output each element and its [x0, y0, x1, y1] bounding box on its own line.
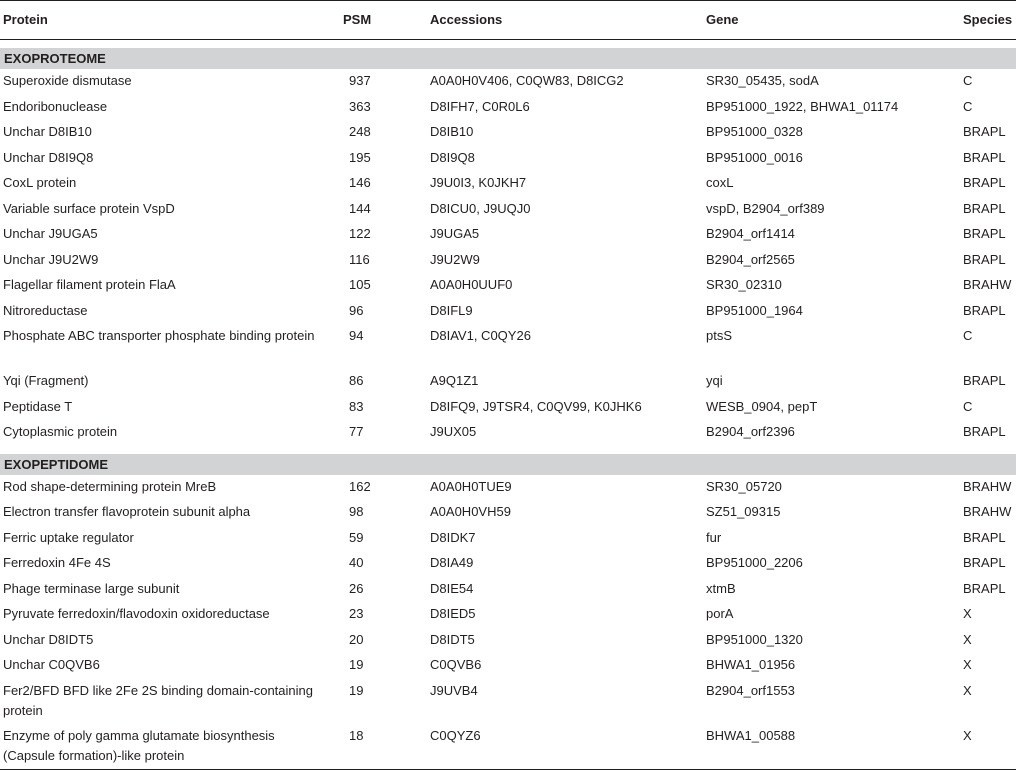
cell-gene: SR30_02310	[706, 277, 782, 292]
cell-accessions: D8IB10	[430, 124, 474, 139]
table-row	[0, 273, 1016, 299]
header-species: Species	[960, 1, 1016, 40]
cell-psm: 86	[349, 373, 364, 388]
cell-psm: 83	[349, 398, 364, 414]
cell-protein: Unchar D8I9Q8	[3, 149, 94, 165]
cell-psm: 105	[349, 277, 371, 292]
cell-protein: Unchar C0QVB6	[3, 657, 100, 672]
cell-protein: Unchar J9U2W9	[3, 251, 99, 267]
cell-protein: Flagellar filament protein FlaA	[3, 277, 176, 292]
cell-protein: Phage terminase large subunit	[3, 580, 180, 596]
table-row	[0, 171, 1016, 197]
cell-accessions: D8IFL9	[430, 302, 473, 318]
cell-gene: WESB_0904, pepT	[706, 398, 818, 414]
cell-accessions: A0A0H0VH59	[430, 504, 511, 519]
table-row	[0, 120, 1016, 146]
cell-psm: 363	[349, 98, 371, 114]
table-row	[0, 146, 1016, 172]
cell-protein: Ferric uptake regulator	[3, 529, 134, 545]
cell-psm: 146	[349, 175, 371, 190]
table-row	[0, 679, 1016, 724]
cell-gene: SZ51_09315	[706, 504, 781, 519]
cell-accessions: A9Q1Z1	[430, 373, 479, 388]
cell-protein: Electron transfer flavoprotein subunit alpha	[3, 504, 251, 519]
cell-protein: Pyruvate ferredoxin/flavodoxin oxidoreductase	[3, 606, 270, 621]
cell-gene: BP951000_0328	[706, 124, 803, 139]
cell-psm: 18	[330, 724, 427, 770]
cell-protein: Unchar D8IDT5	[3, 631, 94, 647]
cell-species: BRAPL	[963, 529, 1006, 545]
table-row	[0, 724, 1016, 770]
cell-protein: Yqi (Fragment)	[3, 373, 89, 388]
table-row	[0, 653, 1016, 679]
cell-gene: BP951000_1320	[706, 631, 803, 647]
cell-protein: Ferredoxin 4Fe 4S	[3, 555, 111, 570]
cell-psm: 40	[349, 555, 364, 570]
cell-gene: yqi	[706, 373, 723, 388]
cell-species: BRAHW	[963, 277, 1012, 292]
cell-gene: BHWA1_01956	[706, 657, 796, 672]
cell-psm: 20	[349, 631, 364, 647]
cell-accessions: A0A0H0V406, C0QW83, D8ICG2	[430, 73, 624, 88]
cell-psm: 26	[349, 580, 364, 596]
cell-gene: B2904_orf1414	[706, 226, 795, 241]
cell-accessions: D8I9Q8	[430, 149, 475, 165]
table-row	[0, 602, 1016, 628]
cell-accessions: D8ICU0, J9UQJ0	[430, 200, 531, 216]
cell-gene: SR30_05720	[706, 478, 782, 494]
cell-species: BRAPL	[963, 200, 1006, 216]
cell-accessions: D8IDT5	[430, 631, 475, 647]
cell-protein: Unchar J9UGA5	[3, 226, 98, 241]
cell-species: BRAPL	[963, 373, 1006, 388]
cell-accessions: D8IED5	[430, 606, 476, 621]
cell-psm: 98	[349, 504, 364, 519]
table-row	[0, 475, 1016, 501]
cell-species: C	[963, 398, 973, 414]
spacer-row	[0, 446, 1016, 454]
table-row	[0, 628, 1016, 654]
table-row	[0, 420, 1016, 446]
cell-accessions: D8IFH7, C0R0L6	[430, 98, 530, 114]
cell-psm: 162	[349, 478, 371, 494]
table-row	[0, 526, 1016, 552]
section-title: EXOPEPTIDOME	[0, 454, 1016, 475]
cell-protein: Superoxide dismutase	[3, 73, 132, 88]
cell-species: C	[963, 328, 973, 343]
header-psm: PSM	[330, 1, 427, 40]
cell-protein: Variable surface protein VspD	[3, 200, 175, 216]
cell-gene: BP951000_0016	[706, 149, 803, 165]
table-row	[0, 69, 1016, 95]
cell-protein: Phosphate ABC transporter phosphate binding protein	[3, 328, 315, 343]
cell-psm: 116	[349, 251, 370, 267]
header-protein: Protein	[0, 1, 330, 40]
cell-protein: CoxL protein	[3, 175, 77, 190]
cell-accessions: A0A0H0TUE9	[430, 478, 512, 494]
cell-species: C	[963, 73, 973, 88]
cell-gene: BP951000_1964	[706, 302, 803, 318]
cell-psm: 19	[349, 682, 364, 698]
cell-psm: 937	[349, 73, 371, 88]
cell-species: C	[963, 98, 973, 114]
cell-gene: fur	[706, 529, 722, 545]
cell-protein: Cytoplasmic protein	[3, 424, 118, 439]
table-body	[0, 40, 1016, 770]
cell-protein: Peptidase T	[3, 398, 73, 414]
table-row	[0, 248, 1016, 274]
cell-species: BRAPL	[963, 251, 1006, 267]
table-row	[0, 395, 1016, 421]
table-row	[0, 95, 1016, 121]
cell-accessions: D8IE54	[430, 580, 474, 596]
table-row	[0, 222, 1016, 248]
section-header-exoproteome	[0, 48, 1016, 69]
spacer-row	[0, 40, 1016, 49]
section-header-exopeptidome	[0, 454, 1016, 475]
cell-psm: 77	[349, 424, 364, 439]
table-row	[0, 299, 1016, 325]
cell-gene: B2904_orf2396	[706, 424, 795, 439]
cell-species: BRAHW	[963, 478, 1012, 494]
cell-protein: Enzyme of poly gamma glutamate biosynthesis (Capsule formation)-like protein	[0, 724, 330, 770]
cell-gene: ptsS	[706, 328, 733, 343]
cell-gene: B2904_orf2565	[706, 251, 795, 267]
cell-species: BRAPL	[963, 149, 1006, 165]
cell-gene: porA	[706, 606, 734, 621]
cell-psm: 19	[349, 657, 364, 672]
cell-gene: BP951000_1922, BHWA1_01174	[706, 98, 899, 114]
cell-species: BRAPL	[963, 580, 1006, 596]
cell-gene: B2904_orf1553	[706, 682, 795, 698]
cell-psm: 195	[349, 149, 371, 165]
cell-accessions: C0QVB6	[430, 657, 482, 672]
cell-gene: SR30_05435, sodA	[706, 73, 819, 88]
cell-species: BRAPL	[963, 124, 1006, 139]
cell-accessions: D8IA49	[430, 555, 474, 570]
header-row	[0, 1, 1016, 40]
cell-protein: Rod shape-determining protein MreB	[3, 478, 217, 494]
section-title: EXOPROTEOME	[0, 48, 1016, 69]
cell-psm: 96	[349, 302, 364, 318]
cell-psm: 248	[349, 124, 371, 139]
cell-psm: 144	[349, 200, 371, 216]
cell-species: BRAPL	[963, 302, 1006, 318]
header-gene: Gene	[703, 1, 960, 40]
cell-species: BRAPL	[963, 175, 1006, 190]
cell-accessions: J9UX05	[430, 424, 477, 439]
cell-accessions: J9U2W9	[430, 251, 480, 267]
cell-psm: 122	[349, 226, 371, 241]
table-row	[0, 500, 1016, 526]
header-accessions: Accessions	[427, 1, 703, 40]
cell-protein: Endoribonuclease	[3, 98, 108, 114]
cell-psm: 23	[349, 606, 364, 621]
cell-gene: xtmB	[706, 580, 736, 596]
cell-gene: vspD, B2904_orf389	[706, 200, 825, 216]
cell-protein: Fer2/BFD BFD like 2Fe 2S binding domain-containing protein	[3, 682, 313, 718]
cell-species: BRAHW	[963, 504, 1012, 519]
table-row	[0, 551, 1016, 577]
cell-species: BRAPL	[963, 226, 1006, 241]
cell-accessions: A0A0H0UUF0	[430, 277, 513, 292]
cell-gene: BHWA1_00588	[703, 724, 960, 770]
cell-accessions: D8IDK7	[430, 529, 476, 545]
cell-gene: BP951000_2206	[706, 555, 803, 570]
cell-accessions: J9UGA5	[430, 226, 480, 241]
cell-accessions: J9U0I3, K0JKH7	[430, 175, 527, 190]
cell-species: BRAPL	[963, 424, 1006, 439]
table-row	[0, 197, 1016, 223]
cell-psm: 94	[349, 328, 364, 343]
cell-psm: 59	[349, 529, 364, 545]
cell-protein: Unchar D8IB10	[3, 124, 92, 139]
cell-accessions: J9UVB4	[430, 682, 478, 698]
cell-protein: Nitroreductase	[3, 302, 88, 318]
cell-accessions: D8IFQ9, J9TSR4, C0QV99, K0JHK6	[430, 398, 642, 414]
cell-gene: coxL	[706, 175, 734, 190]
cell-species: X	[963, 682, 972, 698]
cell-species: X	[963, 631, 972, 647]
cell-species: X	[960, 724, 1016, 770]
cell-species: X	[963, 606, 972, 621]
cell-species: X	[963, 657, 972, 672]
cell-species: BRAPL	[963, 555, 1006, 570]
cell-accessions: C0QYZ6	[427, 724, 703, 770]
table-row	[0, 369, 1016, 395]
table-row	[0, 324, 1016, 369]
cell-accessions: D8IAV1, C0QY26	[430, 328, 531, 343]
table-row	[0, 577, 1016, 603]
